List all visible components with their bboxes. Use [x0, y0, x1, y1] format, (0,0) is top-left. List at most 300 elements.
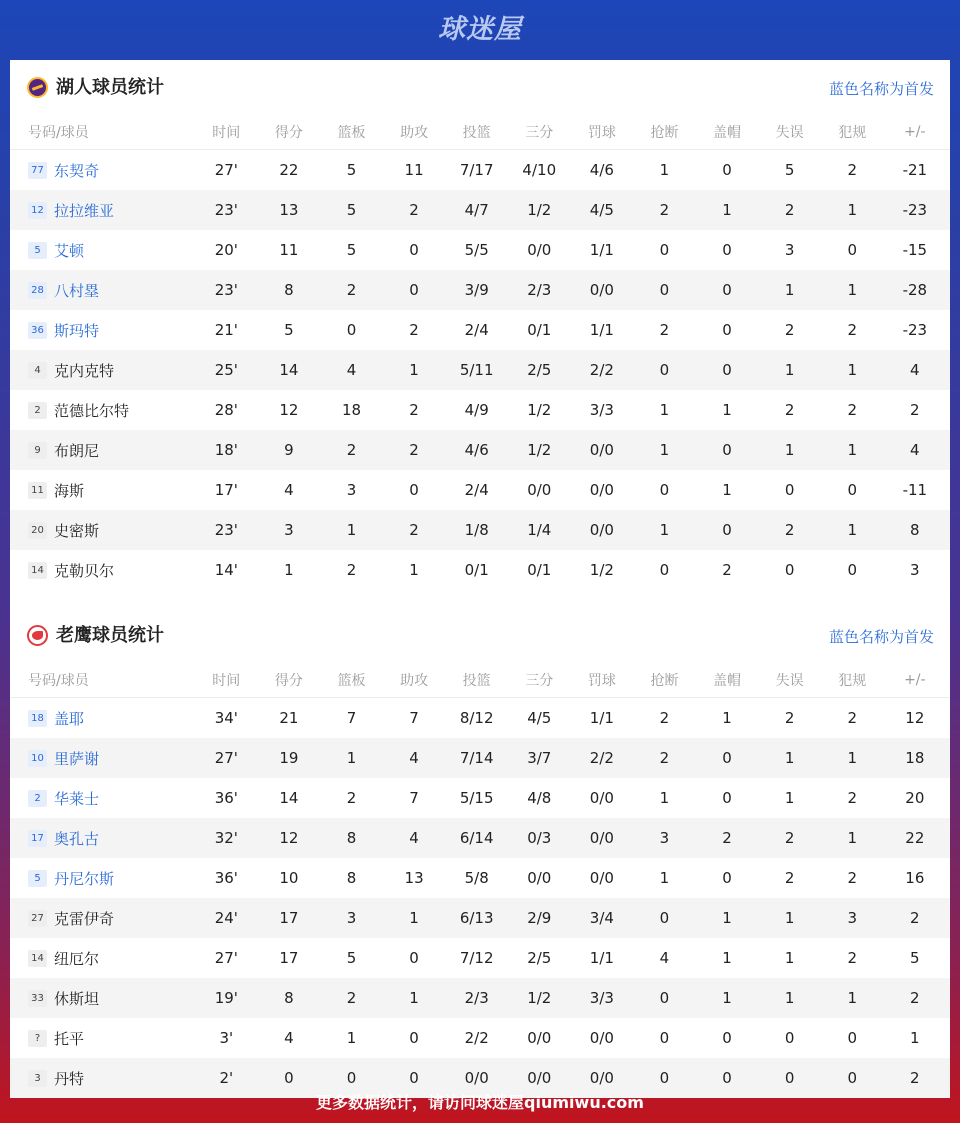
player-cell[interactable]	[10, 440, 195, 461]
stat-cell: 2	[910, 989, 920, 1007]
jersey-number: 2	[28, 402, 47, 419]
stat-cell: 1	[659, 401, 670, 419]
stat-cell: 2	[346, 441, 357, 459]
column-header[interactable]: 罚球	[587, 125, 616, 141]
stat-cell: 1	[847, 749, 857, 767]
starter-legend: 蓝色名称为首发	[828, 628, 934, 646]
stat-cell: 0	[784, 1029, 795, 1047]
stat-cell: 0	[722, 749, 732, 767]
stat-cell: 7/12	[459, 949, 494, 967]
stat-cell: 19'	[214, 989, 238, 1007]
stat-cell: 2	[409, 441, 419, 459]
stat-cell: 2	[409, 401, 419, 419]
stat-cell: 0	[784, 1069, 795, 1087]
player-row[interactable]	[10, 978, 950, 1018]
stat-cell: 0	[784, 481, 795, 499]
stat-cell: 3/3	[589, 401, 614, 419]
stat-cell: 0	[659, 241, 670, 259]
stat-cell: 1	[784, 989, 795, 1007]
stat-cell: 3	[784, 241, 795, 259]
stat-cell: 0	[722, 521, 732, 539]
stat-cell: 1	[847, 521, 857, 539]
stat-cell: 1	[346, 1029, 357, 1047]
stat-cell: 0	[409, 949, 419, 967]
stat-cell: 1/1	[589, 241, 614, 259]
player-name[interactable]: 东契奇	[54, 161, 100, 180]
stat-cell: 3/9	[464, 281, 489, 299]
stat-cell: -23	[902, 321, 928, 339]
stat-cell: 3	[847, 909, 857, 927]
player-row[interactable]	[10, 470, 950, 510]
stat-cell: 3'	[219, 1029, 234, 1047]
player-row[interactable]	[10, 738, 950, 778]
player-name[interactable]: 艾顿	[54, 241, 85, 260]
player-name[interactable]: 克内克特	[54, 361, 115, 380]
jersey-number: 77	[28, 162, 47, 179]
stat-cell: 17	[279, 909, 299, 927]
stat-cell: 4	[284, 1029, 294, 1047]
stat-cell: 1	[784, 909, 795, 927]
player-cell[interactable]	[10, 480, 195, 501]
stat-cell: 1	[847, 361, 857, 379]
stat-cell: 1	[722, 909, 732, 927]
stat-cell: 0/0	[527, 481, 552, 499]
stat-cell: 22	[905, 829, 925, 847]
column-header[interactable]: 助攻	[400, 673, 429, 689]
footer-link[interactable]: 更多数据统计，请访问球迷屋qiumiwu.com	[316, 1093, 644, 1112]
stat-cell: 0	[722, 321, 732, 339]
stat-cell: 24'	[214, 909, 238, 927]
player-cell[interactable]	[10, 788, 195, 809]
team-section-header	[10, 608, 950, 663]
stat-cell: 0	[722, 1029, 732, 1047]
stat-cell: 2	[346, 561, 357, 579]
column-header[interactable]: 犯规	[838, 673, 867, 689]
stat-cell: 0/0	[589, 829, 614, 847]
stat-cell: 0	[847, 1069, 857, 1087]
stat-cell: 19	[279, 749, 299, 767]
stat-cell: 13	[279, 201, 299, 219]
stat-cell: 2/3	[527, 281, 552, 299]
player-row[interactable]	[10, 550, 950, 590]
stat-cell: 5	[784, 161, 795, 179]
jersey-number: 12	[28, 202, 47, 219]
stat-cell: 14	[279, 361, 299, 379]
stat-cell: 1	[784, 949, 795, 967]
player-row[interactable]	[10, 230, 950, 270]
stat-cell: -23	[902, 201, 928, 219]
player-cell[interactable]	[10, 200, 195, 221]
stat-cell: 1/4	[527, 521, 552, 539]
player-cell[interactable]	[10, 868, 195, 889]
column-header[interactable]: 篮板	[337, 673, 366, 689]
jersey-number: 33	[28, 990, 47, 1007]
player-cell[interactable]	[10, 400, 195, 421]
team-section-0	[10, 60, 950, 590]
stat-cell: 17	[279, 949, 299, 967]
stat-cell: 0/0	[527, 1029, 552, 1047]
stat-cell: 1	[659, 521, 670, 539]
stat-cell: 5/5	[464, 241, 489, 259]
player-row[interactable]	[10, 818, 950, 858]
column-header[interactable]: 盖帽	[713, 125, 742, 141]
stat-cell: 1	[784, 281, 795, 299]
stat-cell: 0	[409, 241, 419, 259]
stat-cell: 0	[409, 281, 419, 299]
column-header: 号码/球员	[28, 125, 89, 141]
stat-cell: 1	[722, 401, 732, 419]
stat-cell: 1/2	[527, 401, 552, 419]
team-title: 老鹰球员统计	[56, 625, 164, 646]
stat-cell: 2	[847, 869, 857, 887]
stat-cell: 4	[284, 481, 294, 499]
stats-card	[10, 60, 950, 1088]
player-cell[interactable]	[10, 280, 195, 301]
stat-cell: 12	[279, 401, 299, 419]
column-header[interactable]: +/-	[904, 124, 926, 140]
player-row[interactable]	[10, 510, 950, 550]
stat-cell: 3	[346, 909, 357, 927]
stat-cell: 0	[659, 361, 670, 379]
stat-cell: 2/2	[589, 361, 614, 379]
stat-cell: 8	[284, 989, 294, 1007]
stat-cell: 23'	[214, 521, 238, 539]
stat-cell: 1	[409, 989, 419, 1007]
player-name[interactable]: 纽厄尔	[54, 949, 100, 968]
player-row[interactable]	[10, 310, 950, 350]
stat-cell: -15	[902, 241, 928, 259]
player-name[interactable]: 盖耶	[54, 709, 85, 728]
stat-cell: 0/0	[589, 281, 614, 299]
stat-cell: 1	[722, 989, 732, 1007]
stat-cell: 0	[659, 1029, 670, 1047]
column-header[interactable]: 三分	[525, 125, 554, 141]
player-row[interactable]	[10, 698, 950, 738]
stat-cell: 14'	[214, 561, 238, 579]
stat-cell: 2	[784, 829, 795, 847]
stat-cell: 1/2	[527, 201, 552, 219]
stat-cell: 2	[346, 789, 357, 807]
jersey-number: 3	[28, 1070, 47, 1087]
player-row[interactable]	[10, 778, 950, 818]
player-name[interactable]: 斯玛特	[54, 321, 100, 340]
jersey-number: 18	[28, 710, 47, 727]
column-header[interactable]: 盖帽	[713, 673, 742, 689]
stat-cell: 0/0	[527, 241, 552, 259]
stat-cell: 27'	[214, 749, 238, 767]
player-row[interactable]	[10, 150, 950, 190]
stat-cell: 3	[659, 829, 670, 847]
player-cell[interactable]	[10, 520, 195, 541]
player-name[interactable]: 八村塁	[54, 281, 100, 300]
player-cell[interactable]	[10, 560, 195, 581]
stat-cell: 2	[409, 521, 419, 539]
stat-cell: 1	[722, 481, 732, 499]
player-cell[interactable]	[10, 160, 195, 181]
stat-cell: 28'	[214, 401, 238, 419]
jersey-number: 28	[28, 282, 47, 299]
stat-cell: 4/5	[527, 709, 552, 727]
stat-cell: 0/0	[589, 869, 614, 887]
stat-cell: 2/9	[527, 909, 552, 927]
stat-cell: 5/11	[459, 361, 494, 379]
stat-cell: 1	[847, 201, 857, 219]
stat-cell: 9	[284, 441, 294, 459]
stat-cell: 4/9	[464, 401, 489, 419]
stat-cell: 7	[409, 789, 419, 807]
player-row[interactable]	[10, 430, 950, 470]
team-section-header	[10, 60, 950, 115]
stat-cell: 2	[659, 749, 670, 767]
stat-cell: 6/14	[459, 829, 494, 847]
column-header[interactable]: 助攻	[400, 125, 429, 141]
stat-cell: 0	[722, 281, 732, 299]
stat-cell: 7/17	[459, 161, 494, 179]
stat-cell: 1/2	[589, 561, 614, 579]
player-name[interactable]: 托平	[54, 1029, 85, 1048]
stat-cell: 2	[784, 869, 795, 887]
column-header[interactable]: 抢断	[650, 125, 679, 141]
stat-cell: 8	[346, 869, 357, 887]
player-name[interactable]: 克雷伊奇	[54, 909, 115, 928]
player-name[interactable]: 克勒贝尔	[54, 561, 115, 580]
team-section-1	[10, 608, 950, 1098]
column-header[interactable]: 得分	[274, 673, 303, 689]
player-cell[interactable]	[10, 908, 195, 929]
stat-cell: 0	[346, 1069, 357, 1087]
stat-cell: 4	[409, 749, 419, 767]
stat-cell: 2	[659, 709, 670, 727]
jersey-number: 14	[28, 562, 47, 579]
stat-cell: 0/3	[527, 829, 552, 847]
stat-cell: 8	[284, 281, 294, 299]
stat-cell: 2	[784, 709, 795, 727]
stat-cell: 2	[409, 321, 419, 339]
player-name[interactable]: 里萨谢	[54, 749, 100, 768]
player-name[interactable]: 华莱士	[54, 789, 100, 808]
stat-cell: 1	[847, 989, 857, 1007]
stat-cell: 1/2	[527, 441, 552, 459]
stat-cell: 7	[346, 709, 357, 727]
player-name[interactable]: 海斯	[54, 481, 85, 500]
stat-cell: 4	[346, 361, 357, 379]
stat-cell: 0	[659, 481, 670, 499]
stat-cell: 1	[784, 749, 795, 767]
stat-cell: 2/5	[527, 949, 552, 967]
stat-cell: 3/7	[527, 749, 552, 767]
stat-cell: 2	[847, 949, 857, 967]
stat-cell: 2	[847, 321, 857, 339]
player-name[interactable]: 丹尼尔斯	[54, 869, 115, 888]
stat-cell: 0/0	[589, 1029, 614, 1047]
jersey-number: 11	[28, 482, 47, 499]
player-row[interactable]	[10, 390, 950, 430]
stat-cell: 8	[346, 829, 357, 847]
stat-cell: 10	[279, 869, 299, 887]
stat-cell: 1	[659, 869, 670, 887]
stat-cell: 1	[910, 1029, 920, 1047]
player-row[interactable]	[10, 898, 950, 938]
hawks-logo-icon	[27, 625, 48, 646]
stat-cell: 1	[409, 361, 419, 379]
stat-cell: 0/0	[527, 869, 552, 887]
player-cell[interactable]	[10, 1028, 195, 1049]
site-logo[interactable]: 球迷屋	[438, 14, 522, 45]
player-row[interactable]	[10, 270, 950, 310]
player-cell[interactable]	[10, 988, 195, 1009]
player-cell[interactable]	[10, 360, 195, 381]
stat-cell: 2	[346, 281, 357, 299]
stat-cell: 2	[910, 401, 920, 419]
stat-cell: 1	[409, 909, 419, 927]
stat-cell: 0	[284, 1069, 294, 1087]
player-row[interactable]	[10, 938, 950, 978]
stat-cell: 25'	[214, 361, 238, 379]
stat-cell: 1	[409, 561, 419, 579]
jersey-number: 10	[28, 750, 47, 767]
stat-cell: 2	[784, 401, 795, 419]
column-header[interactable]: 罚球	[587, 673, 616, 689]
player-row[interactable]	[10, 350, 950, 390]
column-header[interactable]: 失误	[775, 673, 804, 689]
player-name[interactable]: 丹特	[54, 1069, 85, 1088]
stat-cell: 4	[659, 949, 670, 967]
stat-cell: 4/8	[527, 789, 552, 807]
stat-cell: 5	[284, 321, 294, 339]
jersey-number: 27	[28, 910, 47, 927]
stat-cell: 0	[409, 481, 419, 499]
stat-cell: 2	[784, 321, 795, 339]
stat-cell: 21	[279, 709, 299, 727]
stat-cell: 2/4	[464, 321, 489, 339]
player-name[interactable]: 休斯坦	[54, 989, 100, 1008]
stat-cell: 0/1	[527, 321, 552, 339]
stat-cell: 1	[346, 749, 357, 767]
stat-cell: 17'	[214, 481, 238, 499]
stat-cell: 3	[910, 561, 920, 579]
player-name[interactable]: 布朗尼	[54, 441, 100, 460]
stat-cell: 32'	[214, 829, 238, 847]
stat-cell: 12	[279, 829, 299, 847]
stat-cell: 0	[847, 561, 857, 579]
column-header[interactable]: 三分	[525, 673, 554, 689]
stat-cell: 2'	[219, 1069, 234, 1087]
player-cell[interactable]	[10, 948, 195, 969]
stat-cell: 14	[279, 789, 299, 807]
stat-cell: 1	[847, 441, 857, 459]
stat-cell: 36'	[214, 869, 238, 887]
stat-cell: 2/5	[527, 361, 552, 379]
stat-cell: 1/8	[464, 521, 489, 539]
column-header[interactable]: 时间	[212, 673, 241, 689]
column-header[interactable]: 篮板	[337, 125, 366, 141]
table-header	[10, 663, 950, 698]
column-header[interactable]: 投篮	[462, 125, 491, 141]
player-cell[interactable]	[10, 240, 195, 261]
stat-cell: 5	[910, 949, 920, 967]
column-header[interactable]: 投篮	[462, 673, 491, 689]
jersey-number: 4	[28, 362, 47, 379]
stat-cell: 1/2	[527, 989, 552, 1007]
stat-cell: 3/3	[589, 989, 614, 1007]
stat-cell: 4	[910, 361, 920, 379]
stat-cell: 0	[722, 869, 732, 887]
column-header[interactable]: 抢断	[650, 673, 679, 689]
stat-cell: 6/13	[459, 909, 494, 927]
stat-cell: 7	[409, 709, 419, 727]
stat-cell: 2	[847, 789, 857, 807]
stat-cell: 1	[784, 441, 795, 459]
stat-cell: 0	[722, 361, 732, 379]
column-header[interactable]: 失误	[775, 125, 804, 141]
stat-cell: 0/0	[527, 1069, 552, 1087]
player-row[interactable]	[10, 190, 950, 230]
stat-cell: 2	[722, 561, 732, 579]
player-name[interactable]: 史密斯	[54, 521, 100, 540]
stat-cell: 0	[722, 441, 732, 459]
stat-cell: 0	[659, 909, 670, 927]
stat-cell: 11	[279, 241, 299, 259]
column-header[interactable]: +/-	[904, 672, 926, 688]
section-gap	[10, 590, 950, 608]
stat-cell: 27'	[214, 949, 238, 967]
stat-cell: 13	[404, 869, 424, 887]
player-name[interactable]: 奥孔古	[54, 829, 100, 848]
stat-cell: 16	[905, 869, 925, 887]
column-header[interactable]: 得分	[274, 125, 303, 141]
stat-cell: 2	[847, 401, 857, 419]
player-cell[interactable]	[10, 748, 195, 769]
stat-cell: 1	[346, 521, 357, 539]
jersey-number: 20	[28, 522, 47, 539]
jersey-number: 9	[28, 442, 47, 459]
player-cell[interactable]	[10, 708, 195, 729]
player-row[interactable]	[10, 1018, 950, 1058]
stat-cell: 1	[722, 201, 732, 219]
stat-cell: 0	[659, 989, 670, 1007]
player-row[interactable]	[10, 858, 950, 898]
stat-cell: 20'	[214, 241, 238, 259]
player-name[interactable]: 拉拉维亚	[54, 201, 115, 220]
stat-cell: 0	[847, 1029, 857, 1047]
stat-cell: 0	[722, 161, 732, 179]
column-header[interactable]: 时间	[212, 125, 241, 141]
stat-cell: 4/6	[589, 161, 614, 179]
stat-cell: 21'	[214, 321, 238, 339]
jersey-number: 2	[28, 790, 47, 807]
stat-cell: 5	[346, 949, 357, 967]
stat-cell: 0	[659, 1069, 670, 1087]
stat-cell: 0/1	[464, 561, 489, 579]
jersey-number: 5	[28, 870, 47, 887]
stat-cell: 1	[722, 949, 732, 967]
stat-cell: 2	[847, 161, 857, 179]
stat-cell: 2/2	[464, 1029, 489, 1047]
stat-cell: 3	[284, 521, 294, 539]
stat-cell: 34'	[214, 709, 238, 727]
player-cell[interactable]	[10, 828, 195, 849]
stat-cell: -28	[902, 281, 928, 299]
stat-cell: 0	[659, 561, 670, 579]
stat-cell: 36'	[214, 789, 238, 807]
stat-cell: 11	[404, 161, 424, 179]
stat-cell: 1	[659, 161, 670, 179]
column-header[interactable]: 犯规	[838, 125, 867, 141]
table-header	[10, 115, 950, 150]
stat-cell: 0/0	[589, 441, 614, 459]
player-name[interactable]: 范德比尔特	[54, 401, 130, 420]
player-cell[interactable]	[10, 320, 195, 341]
